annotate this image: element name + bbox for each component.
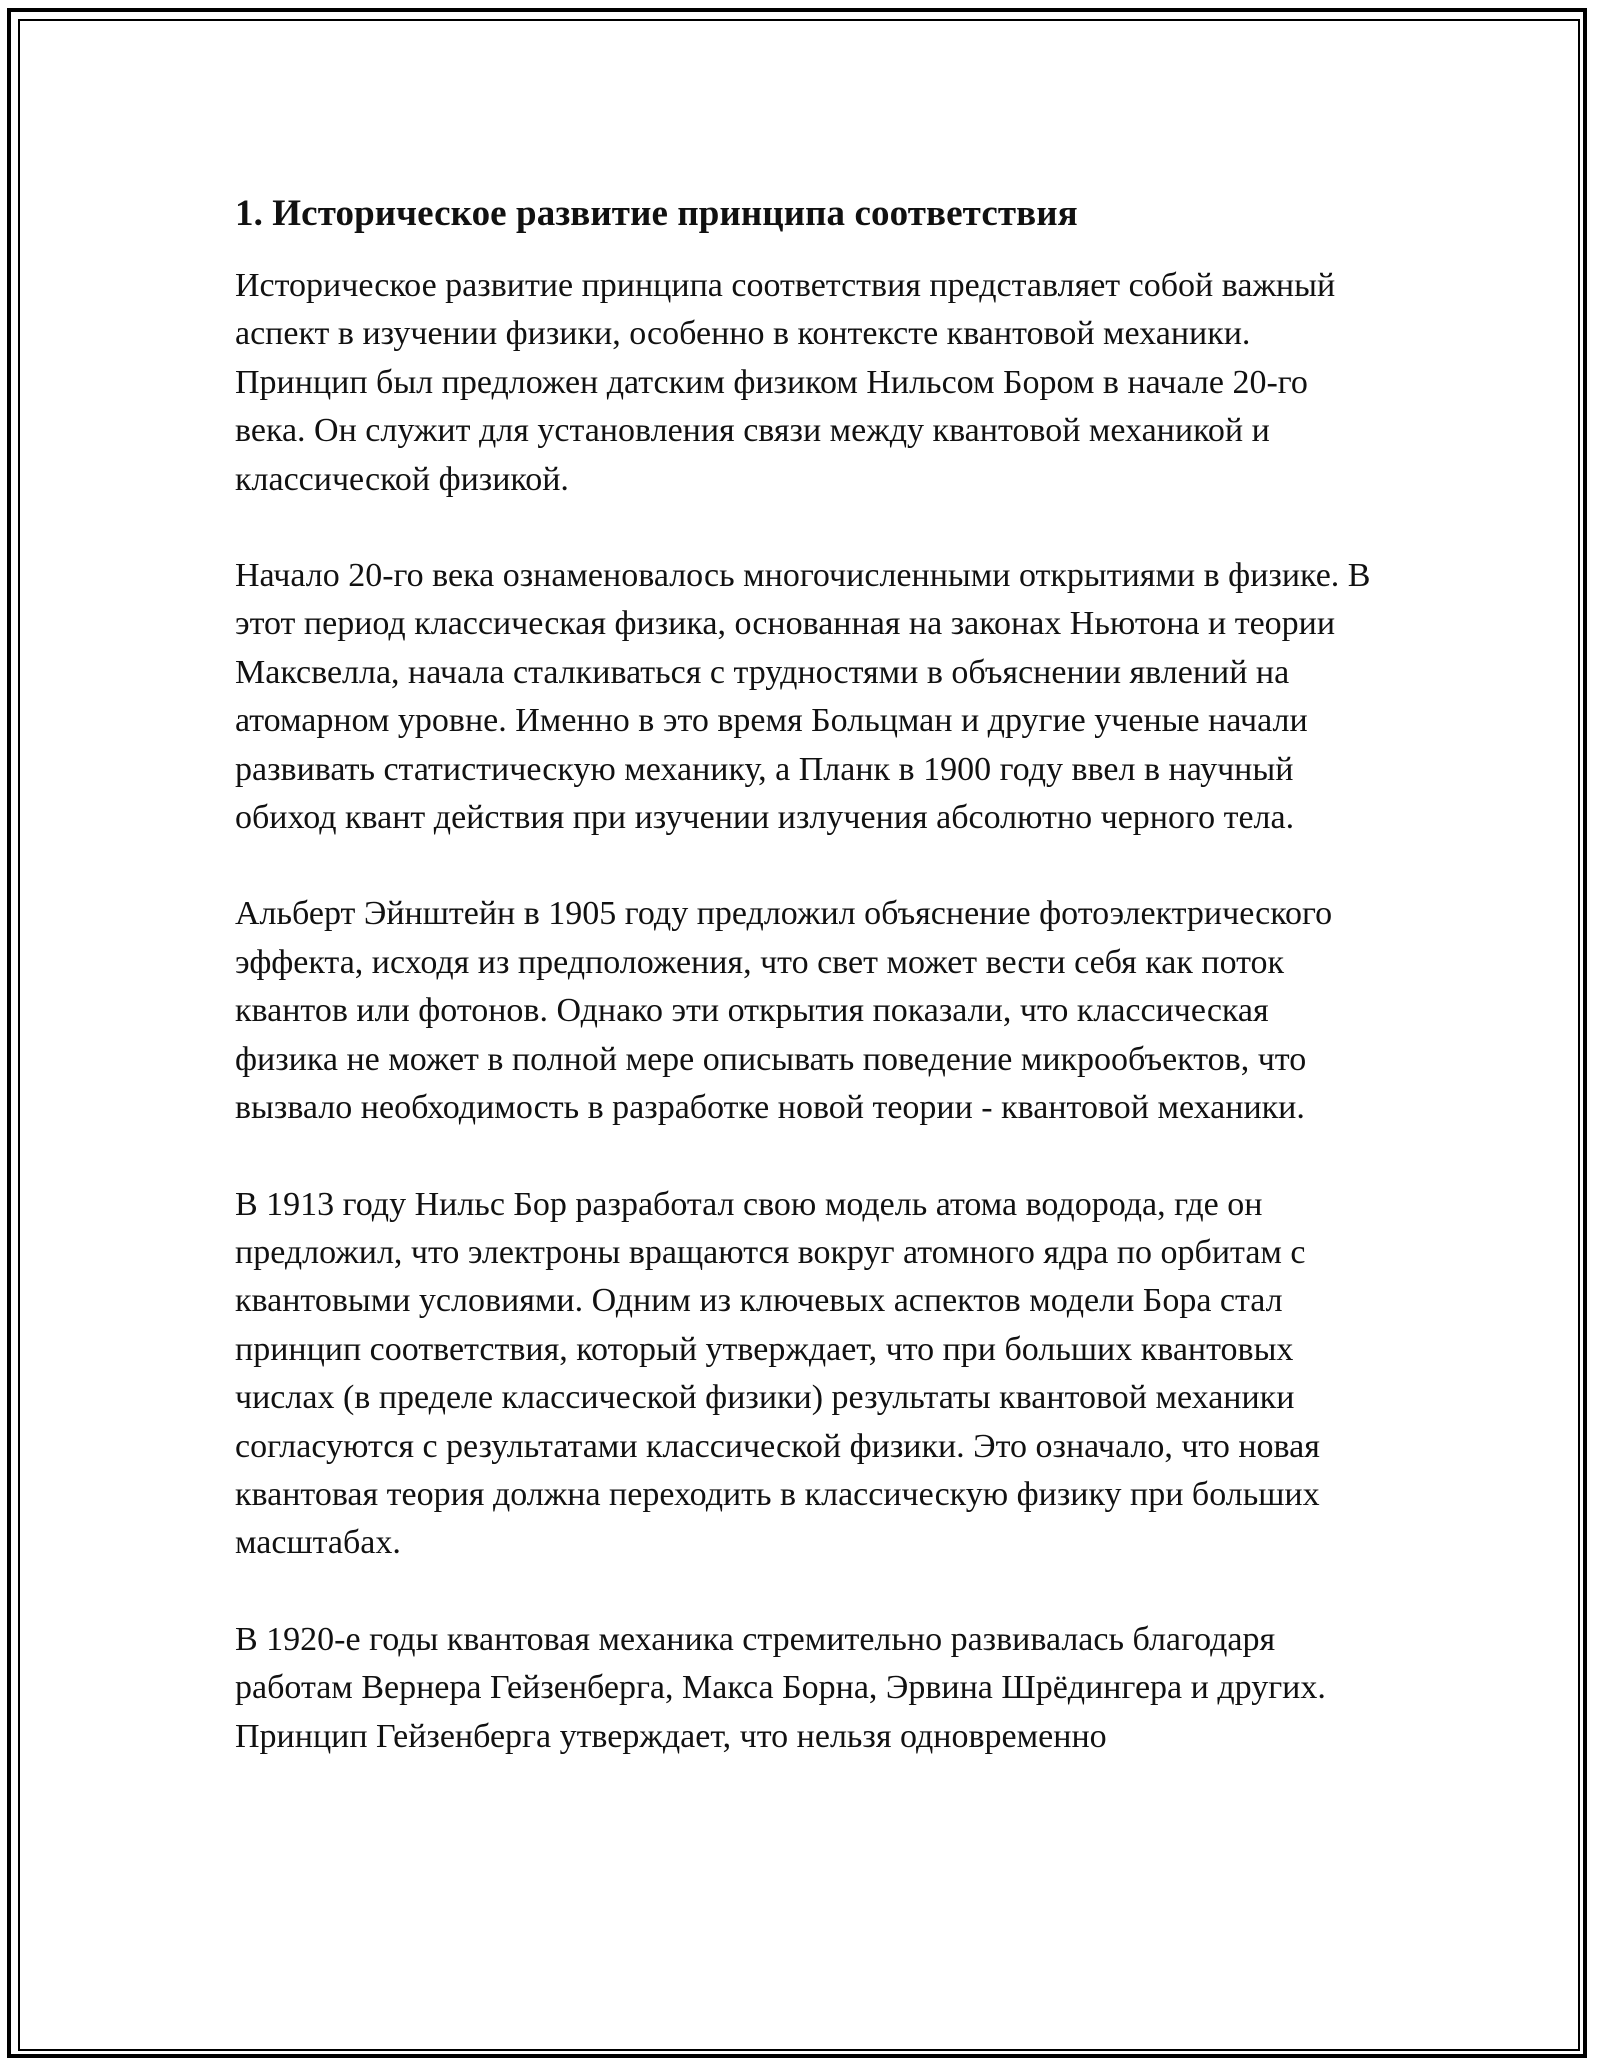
section-heading: 1. Историческое развитие принципа соответствия [235, 193, 1078, 234]
paragraph-4: В 1913 году Нильс Бор разработал свою модель атома водорода, где он предложил, что электроны вращаются вокруг атомного ядра по орбитам с квантовыми условиями. Одним из ключевых аспектов модели Бора стал принцип соответствия, который утверждает, что при больших квантовых числах (в пределе классической физики) результаты квантовой механики согласуются с результатами классической физики. Это означало, что новая квантовая теория должна переходить в классическую физику при больших масштабах. [235, 1185, 1320, 1562]
paragraph-1: Историческое развитие принципа соответствия представляет собой важный аспект в изучении физики, особенно в контексте квантовой механики. Принцип был предложен датским физиком Нильсом Бором в начале 20-го века. Он служит для установления связи между квантовой механикой и классической физикой. [235, 267, 1336, 498]
paragraph-5: В 1920-е годы квантовая механика стремительно развивалась благодаря работам Вернера Гейзенберга, Макса Борна, Эрвина Шрёдингера и других. Принцип Гейзенберга утверждает, что нельзя одновременно [235, 1620, 1326, 1755]
paragraph-3: Альберт Эйнштейн в 1905 году предложил объяснение фотоэлектрического эффекта, исходя из предположения, что свет может вести себя как поток квантов или фотонов. Однако эти открытия показали, что классическая физика не может в полной мере описывать поведение микрообъектов, что вызвало необходимость в разработке новой теории - квантовой механики. [235, 895, 1333, 1127]
paragraph-2: Начало 20-го века ознаменовалось многочисленными открытиями в физике. В этот период классическая физика, основанная на законах Ньютона и теории Максвелла, начала сталкиваться с трудностями в объяснении явлений на атомарном уровне. Именно в это время Больцман и другие ученые начали развивать статистическую механику, а Планк в 1900 году ввел в научный обиход квант действия при изучении излучения абсолютно черного тела. [235, 557, 1371, 837]
document-body [235, 186, 1375, 1809]
